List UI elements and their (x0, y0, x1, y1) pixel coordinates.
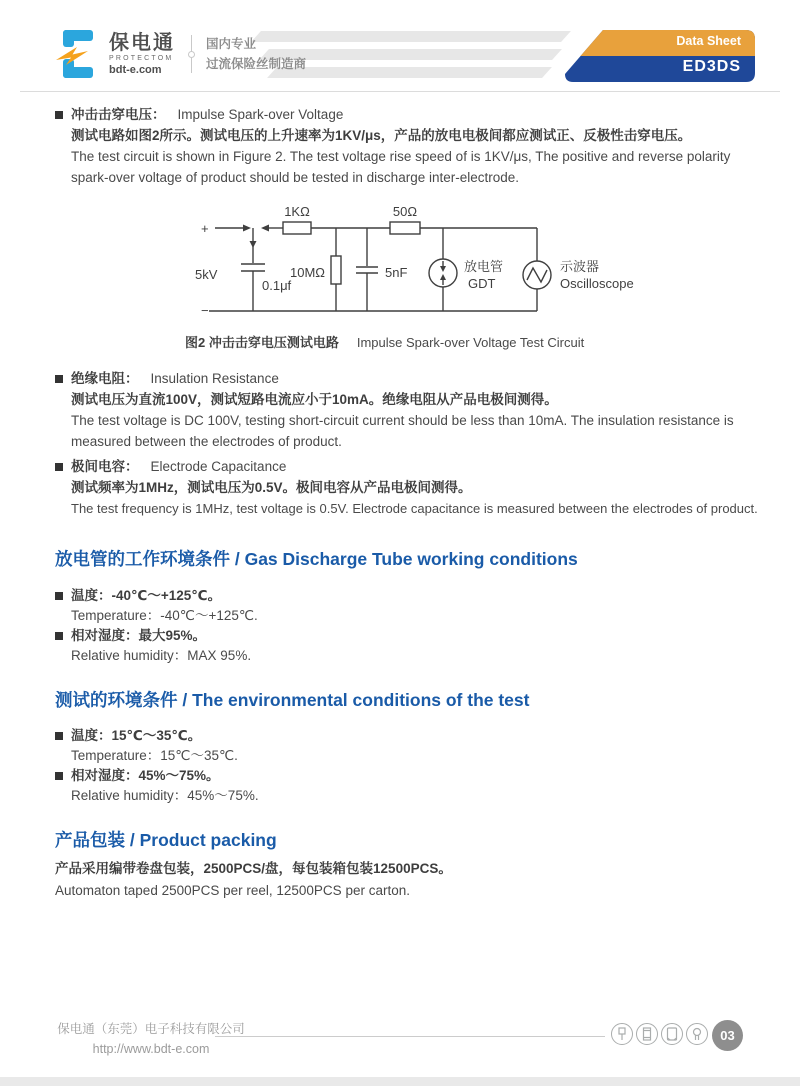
arrow-left-icon (261, 225, 269, 232)
badge-label: Data Sheet (676, 34, 741, 48)
figure-caption (185, 332, 584, 351)
humidity-line-en: Relative humidity：45%～75%. (71, 788, 259, 803)
capacitance-label-en: Electrode Capacitance (150, 459, 287, 474)
temp-line-cn: 温度：-40℃～+125℃。 (71, 588, 222, 603)
packing-text-cn: 产品采用编带卷盘包装，2500PCS/盘，每包装箱包装12500PCS。 (55, 861, 452, 876)
tagline-line1: 国内专业 (206, 37, 257, 51)
circuit-gdt-label-cn: 放电管 (464, 259, 504, 274)
heading-working-conditions: 放电管的工作环境条件 / Gas Discharge Tube working conditions (55, 549, 578, 569)
list-item (55, 726, 765, 746)
page-bottom-edge (0, 1077, 800, 1086)
circuit-osc-label-cn: 示波器 (560, 259, 600, 274)
section-packing (55, 858, 765, 902)
datasheet-badge (565, 30, 755, 82)
bullet-square-icon (55, 111, 63, 119)
temp-line-cn: 温度：15℃～35℃。 (71, 728, 202, 743)
capacitance-text-en: The test frequency is 1MHz, test voltage is 0.5V. Electrode capacitance is measured between the electrodes of product. (71, 501, 758, 516)
humidity-line-cn: 相对湿度：最大95%。 (71, 628, 207, 643)
circuit-r1-label: 1KΩ (284, 204, 310, 219)
logo-divider (191, 35, 192, 73)
bullet-square-icon (55, 772, 63, 780)
heading-test-conditions: 测试的环境条件 / The environmental conditions of the test (55, 690, 530, 710)
tagline-line2: 过流保险丝制造商 (206, 57, 307, 71)
insulation-label-en: Insulation Resistance (150, 371, 279, 386)
page-number-badge: 03 (712, 1020, 743, 1051)
impulse-text-cn: 测试电路如图2所示。测试电压的上升速率为1KV/μs，产品的放电电极间都应测试正、反极性击穿电压。 (71, 128, 692, 143)
brand-name-en: PROTECTOM (109, 54, 174, 62)
badge-product-model: ED3DS (682, 58, 741, 75)
impulse-label-en: Impulse Spark-over Voltage (177, 107, 344, 122)
bullet-square-icon (55, 732, 63, 740)
header-rule (20, 91, 780, 92)
figure-caption-cn: 图2 冲击击穿电压测试电路 (185, 335, 339, 350)
heading-product-packing: 产品包装 / Product packing (55, 830, 277, 850)
insulation-text-en: The test voltage is DC 100V, testing short-circuit current should be less than 10mA. The insulation resistance is measured between the electrodes of product. (71, 413, 734, 449)
logo-e-icon (55, 28, 101, 80)
radial-fuse-icon (611, 1023, 633, 1045)
brand-name-cn: 保电通 (109, 31, 175, 54)
section-insulation (55, 368, 765, 452)
section-impulse (55, 104, 765, 188)
packing-text-en: Automaton taped 2500PCS per reel, 12500PCS per carton. (55, 883, 410, 898)
arrow-down-icon (250, 241, 257, 248)
test-conditions-list (55, 726, 765, 806)
footer-company-block (48, 1019, 254, 1059)
smd-fuse-icon (661, 1023, 683, 1045)
bullet-square-icon (55, 592, 63, 600)
circuit-cap1-label: 0.1μf (262, 278, 292, 293)
insulation-label-cn: 绝缘电阻： (71, 371, 139, 386)
tube-fuse-icon (636, 1023, 658, 1045)
circuit-cap2-label: 5nF (385, 265, 408, 280)
footer-url-link[interactable]: http://www.bdt-e.com (92, 1042, 210, 1056)
disc-fuse-icon (686, 1023, 708, 1045)
gdt-arrow-down-icon (440, 266, 446, 272)
working-conditions-list (55, 586, 765, 666)
circuit-r3-label: 50Ω (392, 204, 418, 219)
humidity-line-cn: 相对湿度：45%～75%。 (71, 768, 220, 783)
circuit-r2-label: 10MΩ (289, 265, 325, 280)
brand-site: bdt-e.com (109, 63, 162, 76)
circuit-gdt-label-en: GDT (468, 276, 496, 291)
capacitance-label-cn: 极间电容： (71, 459, 139, 474)
temp-line-en: Temperature：-40℃～+125℃. (71, 608, 258, 623)
divider-dot (188, 51, 195, 58)
header-stripe (267, 67, 552, 78)
test-circuit-diagram (195, 203, 635, 329)
bullet-square-icon (55, 375, 63, 383)
circuit-source-label: 5kV (195, 267, 218, 282)
humidity-line-en: Relative humidity：MAX 95%. (71, 648, 252, 663)
list-item (55, 586, 765, 606)
company-logo (55, 28, 306, 80)
page-header (0, 0, 800, 92)
list-item (55, 766, 765, 786)
bullet-square-icon (55, 632, 63, 640)
arrow-right-icon (243, 225, 251, 232)
capacitance-text-cn: 测试频率为1MHz，测试电压为0.5V。极间电容从产品电极间测得。 (71, 480, 472, 495)
insulation-text-cn: 测试电压为直流100V，测试短路电流应小于10mA。绝缘电阻从产品电极间测得。 (71, 392, 558, 407)
temp-line-en: Temperature：15℃～35℃. (71, 748, 238, 763)
footer-rule (215, 1036, 605, 1037)
gdt-arrow-up-icon (440, 274, 446, 280)
list-item (55, 626, 765, 646)
footer-product-icons (611, 1023, 708, 1045)
footer-company-name: 保电通（东莞）电子科技有限公司 (57, 1022, 245, 1036)
impulse-label-cn: 冲击击穿电压： (71, 107, 166, 122)
circuit-minus-label: − (201, 303, 209, 318)
impulse-text-en: The test circuit is shown in Figure 2. The test voltage rise speed of is 1KV/μs, The positive and reverse polarity spark-over voltage of product should be tested in discharge inter-electrode. (71, 149, 731, 185)
bullet-square-icon (55, 463, 63, 471)
circuit-osc-label-en: Oscilloscope (560, 276, 634, 291)
figure-caption-en: Impulse Spark-over Voltage Test Circuit (356, 335, 585, 350)
section-capacitance (55, 456, 765, 519)
circuit-plus-label: + (201, 221, 209, 236)
